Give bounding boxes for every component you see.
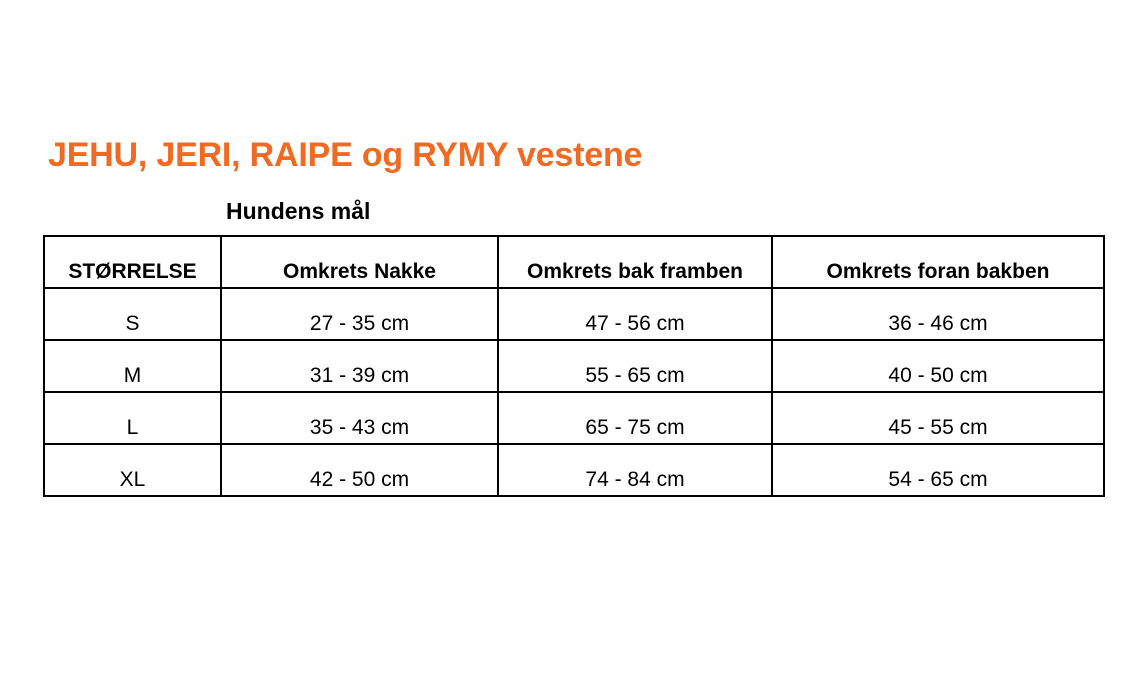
header-chest-behind-front-legs: Omkrets bak framben (498, 236, 772, 288)
waist-cell: 54 - 65 cm (772, 444, 1104, 496)
size-table (43, 235, 1105, 497)
size-cell: S (44, 288, 221, 340)
neck-cell: 42 - 50 cm (221, 444, 498, 496)
chest-cell: 74 - 84 cm (498, 444, 772, 496)
chest-cell: 65 - 75 cm (498, 392, 772, 444)
header-waist-in-front-of-hind-legs: Omkrets foran bakben (772, 236, 1104, 288)
chest-cell: 47 - 56 cm (498, 288, 772, 340)
size-cell: XL (44, 444, 221, 496)
table-row (44, 340, 1104, 392)
waist-cell: 40 - 50 cm (772, 340, 1104, 392)
waist-cell: 36 - 46 cm (772, 288, 1104, 340)
table-header-row (44, 236, 1104, 288)
size-cell: M (44, 340, 221, 392)
chest-cell: 55 - 65 cm (498, 340, 772, 392)
page-title: JEHU, JERI, RAIPE og RYMY vestene (48, 136, 643, 174)
table-row (44, 444, 1104, 496)
table-row (44, 392, 1104, 444)
table-subtitle: Hundens mål (226, 198, 371, 224)
table-row (44, 288, 1104, 340)
header-size: STØRRELSE (44, 236, 221, 288)
neck-cell: 31 - 39 cm (221, 340, 498, 392)
waist-cell: 45 - 55 cm (772, 392, 1104, 444)
neck-cell: 35 - 43 cm (221, 392, 498, 444)
header-neck-circumference: Omkrets Nakke (221, 236, 498, 288)
size-cell: L (44, 392, 221, 444)
neck-cell: 27 - 35 cm (221, 288, 498, 340)
